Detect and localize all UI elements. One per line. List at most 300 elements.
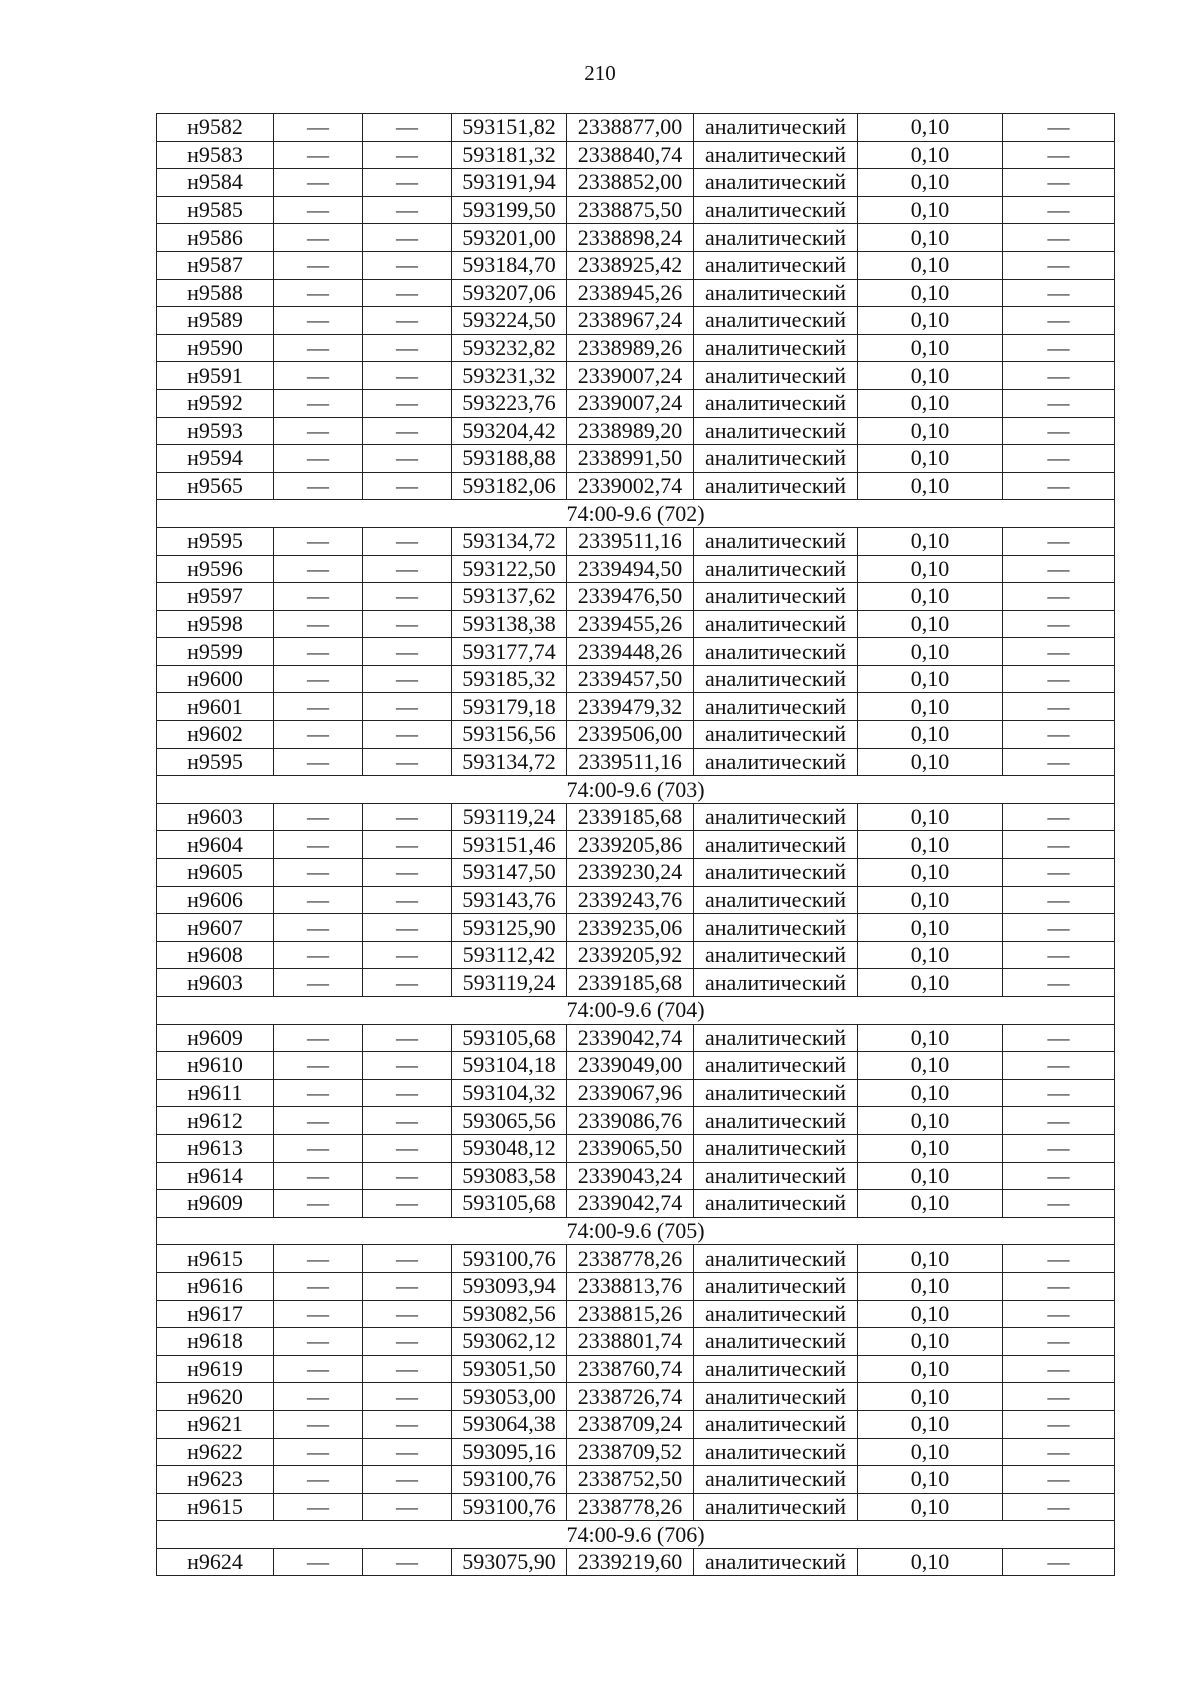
dash-cell: — <box>1003 665 1115 693</box>
dash-cell: — <box>274 831 363 859</box>
point-id-cell: н9623 <box>157 1466 274 1494</box>
method-cell: аналитический <box>694 583 858 611</box>
table-row <box>157 251 1115 279</box>
dash-cell: — <box>363 969 452 997</box>
x-coordinate-cell: 593122,50 <box>452 555 567 583</box>
method-cell: аналитический <box>694 941 858 969</box>
accuracy-cell: 0,10 <box>858 1052 1003 1080</box>
x-coordinate-cell: 593053,00 <box>452 1383 567 1411</box>
dash-cell: — <box>1003 1162 1115 1190</box>
method-cell: аналитический <box>694 1245 858 1273</box>
dash-cell: — <box>274 472 363 500</box>
method-cell: аналитический <box>694 1438 858 1466</box>
x-coordinate-cell: 593156,56 <box>452 721 567 749</box>
y-coordinate-cell: 2339086,76 <box>567 1107 694 1135</box>
method-cell: аналитический <box>694 1355 858 1383</box>
dash-cell: — <box>1003 1024 1115 1052</box>
accuracy-cell: 0,10 <box>858 1162 1003 1190</box>
table-row <box>157 1162 1115 1190</box>
accuracy-cell: 0,10 <box>858 1548 1003 1576</box>
dash-cell: — <box>363 941 452 969</box>
method-cell: аналитический <box>694 334 858 362</box>
accuracy-cell: 0,10 <box>858 969 1003 997</box>
accuracy-cell: 0,10 <box>858 610 1003 638</box>
x-coordinate-cell: 593151,46 <box>452 831 567 859</box>
x-coordinate-cell: 593188,88 <box>452 445 567 473</box>
y-coordinate-cell: 2338801,74 <box>567 1328 694 1356</box>
y-coordinate-cell: 2339042,74 <box>567 1024 694 1052</box>
table-row <box>157 1548 1115 1576</box>
dash-cell: — <box>363 251 452 279</box>
accuracy-cell: 0,10 <box>858 141 1003 169</box>
accuracy-cell: 0,10 <box>858 1300 1003 1328</box>
dash-cell: — <box>363 693 452 721</box>
accuracy-cell: 0,10 <box>858 251 1003 279</box>
accuracy-cell: 0,10 <box>858 886 1003 914</box>
method-cell: аналитический <box>694 886 858 914</box>
dash-cell: — <box>274 665 363 693</box>
y-coordinate-cell: 2338967,24 <box>567 307 694 335</box>
point-id-cell: н9604 <box>157 831 274 859</box>
x-coordinate-cell: 593083,58 <box>452 1162 567 1190</box>
dash-cell: — <box>363 307 452 335</box>
y-coordinate-cell: 2338778,26 <box>567 1245 694 1273</box>
dash-cell: — <box>363 1079 452 1107</box>
accuracy-cell: 0,10 <box>858 721 1003 749</box>
x-coordinate-cell: 593134,72 <box>452 748 567 776</box>
dash-cell: — <box>363 665 452 693</box>
point-id-cell: н9618 <box>157 1328 274 1356</box>
accuracy-cell: 0,10 <box>858 114 1003 142</box>
method-cell: аналитический <box>694 417 858 445</box>
method-cell: аналитический <box>694 914 858 942</box>
y-coordinate-cell: 2338989,26 <box>567 334 694 362</box>
point-id-cell: н9591 <box>157 362 274 390</box>
dash-cell: — <box>363 886 452 914</box>
method-cell: аналитический <box>694 610 858 638</box>
table-row <box>157 1493 1115 1521</box>
accuracy-cell: 0,10 <box>858 1466 1003 1494</box>
accuracy-cell: 0,10 <box>858 583 1003 611</box>
method-cell: аналитический <box>694 1052 858 1080</box>
section-header-row <box>157 776 1115 804</box>
method-cell: аналитический <box>694 1300 858 1328</box>
table-row <box>157 555 1115 583</box>
dash-cell: — <box>363 721 452 749</box>
dash-cell: — <box>274 941 363 969</box>
table-row <box>157 1438 1115 1466</box>
dash-cell: — <box>274 279 363 307</box>
x-coordinate-cell: 593119,24 <box>452 803 567 831</box>
table-row <box>157 583 1115 611</box>
accuracy-cell: 0,10 <box>858 417 1003 445</box>
dash-cell: — <box>274 1272 363 1300</box>
accuracy-cell: 0,10 <box>858 665 1003 693</box>
x-coordinate-cell: 593185,32 <box>452 665 567 693</box>
y-coordinate-cell: 2338989,20 <box>567 417 694 445</box>
table-row <box>157 1052 1115 1080</box>
accuracy-cell: 0,10 <box>858 914 1003 942</box>
y-coordinate-cell: 2339049,00 <box>567 1052 694 1080</box>
dash-cell: — <box>363 1548 452 1576</box>
section-header-row <box>157 500 1115 528</box>
x-coordinate-cell: 593224,50 <box>452 307 567 335</box>
x-coordinate-cell: 593082,56 <box>452 1300 567 1328</box>
point-id-cell: н9608 <box>157 941 274 969</box>
method-cell: аналитический <box>694 196 858 224</box>
dash-cell: — <box>274 307 363 335</box>
table-row <box>157 914 1115 942</box>
x-coordinate-cell: 593184,70 <box>452 251 567 279</box>
method-cell: аналитический <box>694 803 858 831</box>
dash-cell: — <box>274 583 363 611</box>
table-row <box>157 362 1115 390</box>
x-coordinate-cell: 593105,68 <box>452 1190 567 1218</box>
point-id-cell: н9592 <box>157 389 274 417</box>
coordinates-table <box>156 113 1115 1576</box>
y-coordinate-cell: 2339185,68 <box>567 969 694 997</box>
x-coordinate-cell: 593191,94 <box>452 169 567 197</box>
y-coordinate-cell: 2339042,74 <box>567 1190 694 1218</box>
y-coordinate-cell: 2339455,26 <box>567 610 694 638</box>
point-id-cell: н9606 <box>157 886 274 914</box>
accuracy-cell: 0,10 <box>858 1328 1003 1356</box>
y-coordinate-cell: 2339506,00 <box>567 721 694 749</box>
dash-cell: — <box>363 803 452 831</box>
dash-cell: — <box>274 969 363 997</box>
accuracy-cell: 0,10 <box>858 1272 1003 1300</box>
section-label: 74:00-9.6 (705) <box>157 1217 1115 1245</box>
point-id-cell: н9607 <box>157 914 274 942</box>
dash-cell: — <box>363 472 452 500</box>
y-coordinate-cell: 2339007,24 <box>567 362 694 390</box>
point-id-cell: н9596 <box>157 555 274 583</box>
method-cell: аналитический <box>694 1107 858 1135</box>
dash-cell: — <box>1003 224 1115 252</box>
table-row <box>157 445 1115 473</box>
dash-cell: — <box>274 638 363 666</box>
x-coordinate-cell: 593143,76 <box>452 886 567 914</box>
dash-cell: — <box>1003 196 1115 224</box>
y-coordinate-cell: 2338852,00 <box>567 169 694 197</box>
point-id-cell: н9622 <box>157 1438 274 1466</box>
dash-cell: — <box>274 1438 363 1466</box>
x-coordinate-cell: 593232,82 <box>452 334 567 362</box>
point-id-cell: н9600 <box>157 665 274 693</box>
y-coordinate-cell: 2339448,26 <box>567 638 694 666</box>
dash-cell: — <box>274 334 363 362</box>
accuracy-cell: 0,10 <box>858 555 1003 583</box>
dash-cell: — <box>363 610 452 638</box>
dash-cell: — <box>1003 1328 1115 1356</box>
dash-cell: — <box>274 1548 363 1576</box>
dash-cell: — <box>363 1355 452 1383</box>
point-id-cell: н9590 <box>157 334 274 362</box>
table-row <box>157 196 1115 224</box>
dash-cell: — <box>363 527 452 555</box>
x-coordinate-cell: 593223,76 <box>452 389 567 417</box>
table-row <box>157 969 1115 997</box>
dash-cell: — <box>1003 941 1115 969</box>
section-label: 74:00-9.6 (706) <box>157 1521 1115 1549</box>
table-row <box>157 1190 1115 1218</box>
method-cell: аналитический <box>694 224 858 252</box>
method-cell: аналитический <box>694 1466 858 1494</box>
table-row <box>157 693 1115 721</box>
dash-cell: — <box>274 141 363 169</box>
dash-cell: — <box>274 445 363 473</box>
dash-cell: — <box>1003 445 1115 473</box>
x-coordinate-cell: 593181,32 <box>452 141 567 169</box>
x-coordinate-cell: 593207,06 <box>452 279 567 307</box>
method-cell: аналитический <box>694 389 858 417</box>
point-id-cell: н9593 <box>157 417 274 445</box>
accuracy-cell: 0,10 <box>858 941 1003 969</box>
y-coordinate-cell: 2339067,96 <box>567 1079 694 1107</box>
table-row <box>157 472 1115 500</box>
dash-cell: — <box>363 389 452 417</box>
accuracy-cell: 0,10 <box>858 1438 1003 1466</box>
method-cell: аналитический <box>694 1024 858 1052</box>
point-id-cell: н9610 <box>157 1052 274 1080</box>
dash-cell: — <box>1003 362 1115 390</box>
dash-cell: — <box>363 196 452 224</box>
point-id-cell: н9589 <box>157 307 274 335</box>
dash-cell: — <box>1003 831 1115 859</box>
dash-cell: — <box>363 1245 452 1273</box>
table-row <box>157 1079 1115 1107</box>
point-id-cell: н9594 <box>157 445 274 473</box>
dash-cell: — <box>274 389 363 417</box>
table-row <box>157 638 1115 666</box>
x-coordinate-cell: 593048,12 <box>452 1134 567 1162</box>
accuracy-cell: 0,10 <box>858 307 1003 335</box>
x-coordinate-cell: 593177,74 <box>452 638 567 666</box>
point-id-cell: н9598 <box>157 610 274 638</box>
dash-cell: — <box>1003 527 1115 555</box>
dash-cell: — <box>363 141 452 169</box>
y-coordinate-cell: 2338840,74 <box>567 141 694 169</box>
y-coordinate-cell: 2339494,50 <box>567 555 694 583</box>
accuracy-cell: 0,10 <box>858 1134 1003 1162</box>
table-row <box>157 307 1115 335</box>
table-row <box>157 1107 1115 1135</box>
dash-cell: — <box>363 445 452 473</box>
point-id-cell: н9584 <box>157 169 274 197</box>
dash-cell: — <box>274 748 363 776</box>
table-row <box>157 169 1115 197</box>
accuracy-cell: 0,10 <box>858 638 1003 666</box>
table-row <box>157 527 1115 555</box>
accuracy-cell: 0,10 <box>858 279 1003 307</box>
coordinates-table-body <box>157 114 1115 1576</box>
accuracy-cell: 0,10 <box>858 224 1003 252</box>
x-coordinate-cell: 593138,38 <box>452 610 567 638</box>
method-cell: аналитический <box>694 472 858 500</box>
accuracy-cell: 0,10 <box>858 748 1003 776</box>
dash-cell: — <box>363 914 452 942</box>
y-coordinate-cell: 2338877,00 <box>567 114 694 142</box>
dash-cell: — <box>274 1410 363 1438</box>
table-row <box>157 886 1115 914</box>
method-cell: аналитический <box>694 362 858 390</box>
table-row <box>157 831 1115 859</box>
y-coordinate-cell: 2339219,60 <box>567 1548 694 1576</box>
table-row <box>157 141 1115 169</box>
dash-cell: — <box>1003 417 1115 445</box>
dash-cell: — <box>1003 251 1115 279</box>
point-id-cell: н9587 <box>157 251 274 279</box>
dash-cell: — <box>274 1190 363 1218</box>
dash-cell: — <box>1003 389 1115 417</box>
dash-cell: — <box>1003 1493 1115 1521</box>
x-coordinate-cell: 593134,72 <box>452 527 567 555</box>
dash-cell: — <box>274 693 363 721</box>
x-coordinate-cell: 593100,76 <box>452 1466 567 1494</box>
dash-cell: — <box>1003 307 1115 335</box>
dash-cell: — <box>363 1272 452 1300</box>
table-row <box>157 941 1115 969</box>
dash-cell: — <box>363 1438 452 1466</box>
point-id-cell: н9603 <box>157 803 274 831</box>
dash-cell: — <box>274 1079 363 1107</box>
x-coordinate-cell: 593231,32 <box>452 362 567 390</box>
dash-cell: — <box>363 224 452 252</box>
dash-cell: — <box>274 610 363 638</box>
x-coordinate-cell: 593204,42 <box>452 417 567 445</box>
y-coordinate-cell: 2339511,16 <box>567 748 694 776</box>
dash-cell: — <box>1003 279 1115 307</box>
point-id-cell: н9599 <box>157 638 274 666</box>
point-id-cell: н9605 <box>157 859 274 887</box>
dash-cell: — <box>363 1107 452 1135</box>
point-id-cell: н9565 <box>157 472 274 500</box>
dash-cell: — <box>363 1134 452 1162</box>
x-coordinate-cell: 593104,18 <box>452 1052 567 1080</box>
dash-cell: — <box>274 1024 363 1052</box>
table-row <box>157 1355 1115 1383</box>
dash-cell: — <box>1003 886 1115 914</box>
y-coordinate-cell: 2339065,50 <box>567 1134 694 1162</box>
table-row <box>157 610 1115 638</box>
point-id-cell: н9602 <box>157 721 274 749</box>
x-coordinate-cell: 593147,50 <box>452 859 567 887</box>
table-row <box>157 1245 1115 1273</box>
point-id-cell: н9601 <box>157 693 274 721</box>
dash-cell: — <box>1003 1245 1115 1273</box>
dash-cell: — <box>363 1493 452 1521</box>
point-id-cell: н9614 <box>157 1162 274 1190</box>
table-row <box>157 748 1115 776</box>
method-cell: аналитический <box>694 1079 858 1107</box>
point-id-cell: н9616 <box>157 1272 274 1300</box>
dash-cell: — <box>363 1162 452 1190</box>
method-cell: аналитический <box>694 445 858 473</box>
y-coordinate-cell: 2338778,26 <box>567 1493 694 1521</box>
dash-cell: — <box>363 638 452 666</box>
section-label: 74:00-9.6 (702) <box>157 500 1115 528</box>
point-id-cell: н9615 <box>157 1493 274 1521</box>
dash-cell: — <box>1003 1052 1115 1080</box>
accuracy-cell: 0,10 <box>858 527 1003 555</box>
accuracy-cell: 0,10 <box>858 169 1003 197</box>
table-row <box>157 1300 1115 1328</box>
dash-cell: — <box>1003 334 1115 362</box>
dash-cell: — <box>1003 610 1115 638</box>
x-coordinate-cell: 593065,56 <box>452 1107 567 1135</box>
point-id-cell: н9585 <box>157 196 274 224</box>
x-coordinate-cell: 593105,68 <box>452 1024 567 1052</box>
y-coordinate-cell: 2339205,92 <box>567 941 694 969</box>
y-coordinate-cell: 2338925,42 <box>567 251 694 279</box>
y-coordinate-cell: 2339235,06 <box>567 914 694 942</box>
method-cell: аналитический <box>694 141 858 169</box>
accuracy-cell: 0,10 <box>858 472 1003 500</box>
method-cell: аналитический <box>694 555 858 583</box>
method-cell: аналитический <box>694 251 858 279</box>
dash-cell: — <box>274 1300 363 1328</box>
method-cell: аналитический <box>694 1272 858 1300</box>
dash-cell: — <box>363 114 452 142</box>
dash-cell: — <box>274 1162 363 1190</box>
y-coordinate-cell: 2339457,50 <box>567 665 694 693</box>
x-coordinate-cell: 593179,18 <box>452 693 567 721</box>
dash-cell: — <box>1003 1134 1115 1162</box>
accuracy-cell: 0,10 <box>858 389 1003 417</box>
dash-cell: — <box>274 1355 363 1383</box>
dash-cell: — <box>274 224 363 252</box>
dash-cell: — <box>274 362 363 390</box>
point-id-cell: н9621 <box>157 1410 274 1438</box>
point-id-cell: н9586 <box>157 224 274 252</box>
accuracy-cell: 0,10 <box>858 1355 1003 1383</box>
method-cell: аналитический <box>694 1328 858 1356</box>
dash-cell: — <box>1003 748 1115 776</box>
dash-cell: — <box>274 1328 363 1356</box>
y-coordinate-cell: 2339479,32 <box>567 693 694 721</box>
dash-cell: — <box>274 859 363 887</box>
section-label: 74:00-9.6 (703) <box>157 776 1115 804</box>
accuracy-cell: 0,10 <box>858 831 1003 859</box>
dash-cell: — <box>1003 1272 1115 1300</box>
accuracy-cell: 0,10 <box>858 859 1003 887</box>
section-label: 74:00-9.6 (704) <box>157 997 1115 1025</box>
dash-cell: — <box>1003 721 1115 749</box>
x-coordinate-cell: 593095,16 <box>452 1438 567 1466</box>
dash-cell: — <box>1003 1438 1115 1466</box>
table-row <box>157 114 1115 142</box>
x-coordinate-cell: 593093,94 <box>452 1272 567 1300</box>
dash-cell: — <box>363 1410 452 1438</box>
y-coordinate-cell: 2339230,24 <box>567 859 694 887</box>
method-cell: аналитический <box>694 748 858 776</box>
table-row <box>157 1328 1115 1356</box>
y-coordinate-cell: 2338813,76 <box>567 1272 694 1300</box>
dash-cell: — <box>1003 693 1115 721</box>
point-id-cell: н9582 <box>157 114 274 142</box>
dash-cell: — <box>363 859 452 887</box>
dash-cell: — <box>1003 1548 1115 1576</box>
dash-cell: — <box>363 1466 452 1494</box>
x-coordinate-cell: 593075,90 <box>452 1548 567 1576</box>
dash-cell: — <box>274 1383 363 1411</box>
method-cell: аналитический <box>694 1410 858 1438</box>
accuracy-cell: 0,10 <box>858 1024 1003 1052</box>
y-coordinate-cell: 2339476,50 <box>567 583 694 611</box>
point-id-cell: н9595 <box>157 527 274 555</box>
table-row <box>157 417 1115 445</box>
dash-cell: — <box>363 555 452 583</box>
